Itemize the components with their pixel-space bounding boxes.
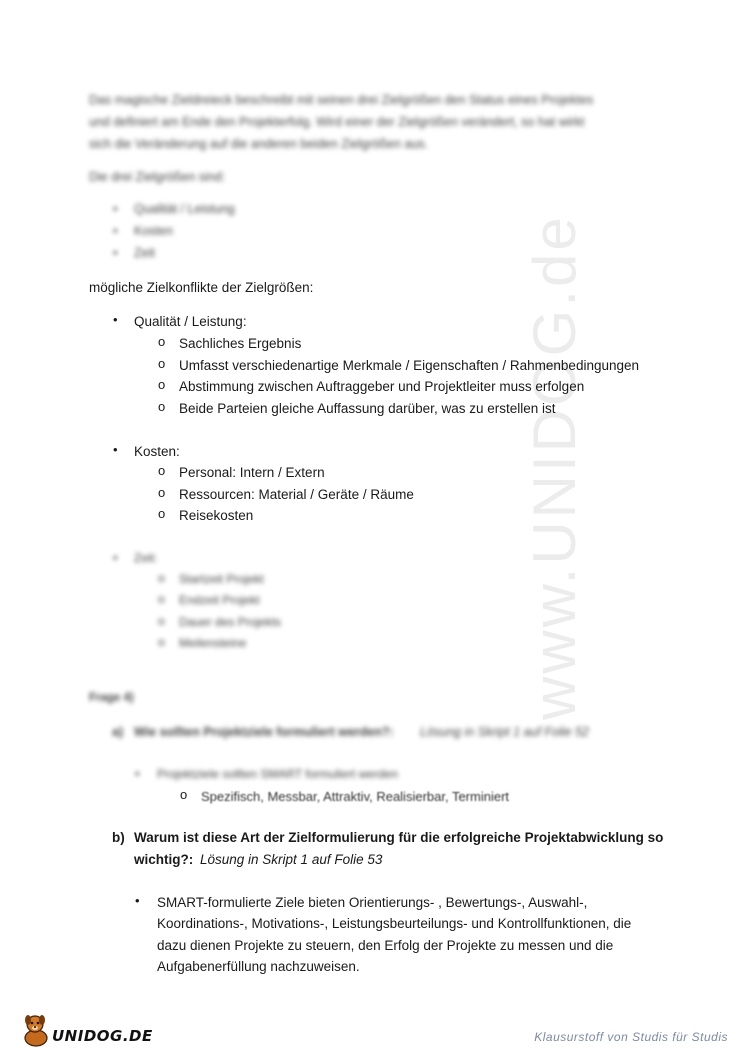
circle-bullet-icon: o (158, 485, 166, 500)
circle-bullet-icon: o (180, 787, 188, 802)
circle-bullet-icon: o (158, 356, 166, 371)
footer-tagline: Klausurstoff von Studis für Studis (534, 1030, 728, 1044)
intro-line: Das magische Zieldreieck beschreibt mit seinen drei Zielgrößen den Status eines Projektes (89, 93, 594, 107)
answer-b-line: Aufgabenerfüllung nachzuweisen. (157, 959, 360, 974)
circle-bullet-icon: o (158, 463, 166, 478)
group-item: Endzeit Projekt (179, 593, 260, 607)
circle-bullet-icon: o (158, 635, 165, 649)
group-item: Beide Parteien gleiche Auffassung darüber, was zu erstellen ist (179, 401, 556, 416)
question-b-ref: Lösung in Skript 1 auf Folie 53 (200, 852, 383, 867)
question-a-text: Wie sollten Projektziele formuliert werden?: (134, 725, 394, 739)
group-label: Qualität / Leistung: (134, 314, 247, 329)
intro-line: sich die Veränderung auf die anderen beiden Zielgrößen aus. (89, 137, 429, 151)
question-b-label: b) (112, 830, 125, 845)
bullet-icon: • (113, 223, 118, 238)
answer-a-sub: Spezifisch, Messbar, Attraktiv, Realisierbar, Terminiert (201, 789, 510, 804)
group-item: Abstimmung zwischen Auftraggeber und Projektleiter muss erfolgen (179, 379, 585, 394)
answer-b-line: SMART-formulierte Ziele bieten Orientierungs- , Bewertungs-, Auswahl-, (157, 895, 588, 910)
group-item: Umfasst verschiedenartige Merkmale / Eigenschaften / Rahmenbedingungen (179, 358, 640, 373)
goal-item: Zeit (134, 246, 155, 260)
circle-bullet-icon: o (158, 334, 166, 349)
group-item: Startzeit Projekt (179, 572, 264, 586)
bullet-icon: • (135, 893, 140, 908)
question-a-label: a) (112, 725, 124, 739)
question-a-ref: Lösung in Skript 1 auf Folie 52 (420, 725, 589, 739)
circle-bullet-icon: o (158, 399, 166, 414)
circle-bullet-icon: o (158, 571, 165, 585)
answer-b-line: Koordinations-, Motivations-, Leistungsbeurteilungs- und Kontrollfunktionen, die (157, 916, 632, 931)
intro-line: und definiert am Ende den Projekterfolg. Wird einer der Zielgrößen verändert, so hat wirkt (89, 115, 585, 129)
circle-bullet-icon: o (158, 614, 165, 628)
question-b-line1: Warum ist diese Art der Zielformulierung für die erfolgreiche Projektabwicklung so (134, 830, 664, 845)
bullet-icon: • (113, 312, 118, 327)
bullet-icon: • (113, 245, 118, 260)
goals-heading: Die drei Zielgrößen sind: (89, 170, 226, 184)
answer-b-line: dazu dienen Projekte zu steuern, den Erfolg der Projekte zu messen und die (157, 938, 614, 953)
bullet-icon: • (113, 442, 118, 457)
unidog-logo (20, 1010, 153, 1050)
answer-a-bullet: Projektziele sollten SMART formuliert werden (157, 767, 398, 781)
goal-item: Qualität / Leistung (134, 202, 235, 216)
conflicts-heading: mögliche Zielkonflikte der Zielgrößen: (89, 280, 314, 295)
circle-bullet-icon: o (158, 506, 166, 521)
question-heading: Frage 4) (89, 692, 134, 704)
circle-bullet-icon: o (158, 377, 166, 392)
logo-text: UNIDOG.DE (52, 1027, 153, 1045)
question-b-line2: wichtig?: (134, 852, 194, 867)
bullet-icon: • (113, 201, 118, 216)
group-label: Zeit: (134, 551, 158, 565)
group-item: Sachliches Ergebnis (179, 336, 302, 351)
bullet-icon: • (113, 550, 118, 565)
watermark: www.UNIDOG.de (521, 214, 588, 720)
group-label: Kosten: (134, 444, 180, 459)
goal-item: Kosten (134, 224, 173, 238)
group-item: Ressourcen: Material / Geräte / Räume (179, 487, 414, 502)
bullet-icon: • (135, 766, 140, 781)
group-item: Meilensteine (179, 636, 247, 650)
group-item: Reisekosten (179, 508, 254, 523)
circle-bullet-icon: o (158, 592, 165, 606)
group-item: Dauer des Projekts (179, 615, 282, 629)
group-item: Personal: Intern / Extern (179, 465, 325, 480)
